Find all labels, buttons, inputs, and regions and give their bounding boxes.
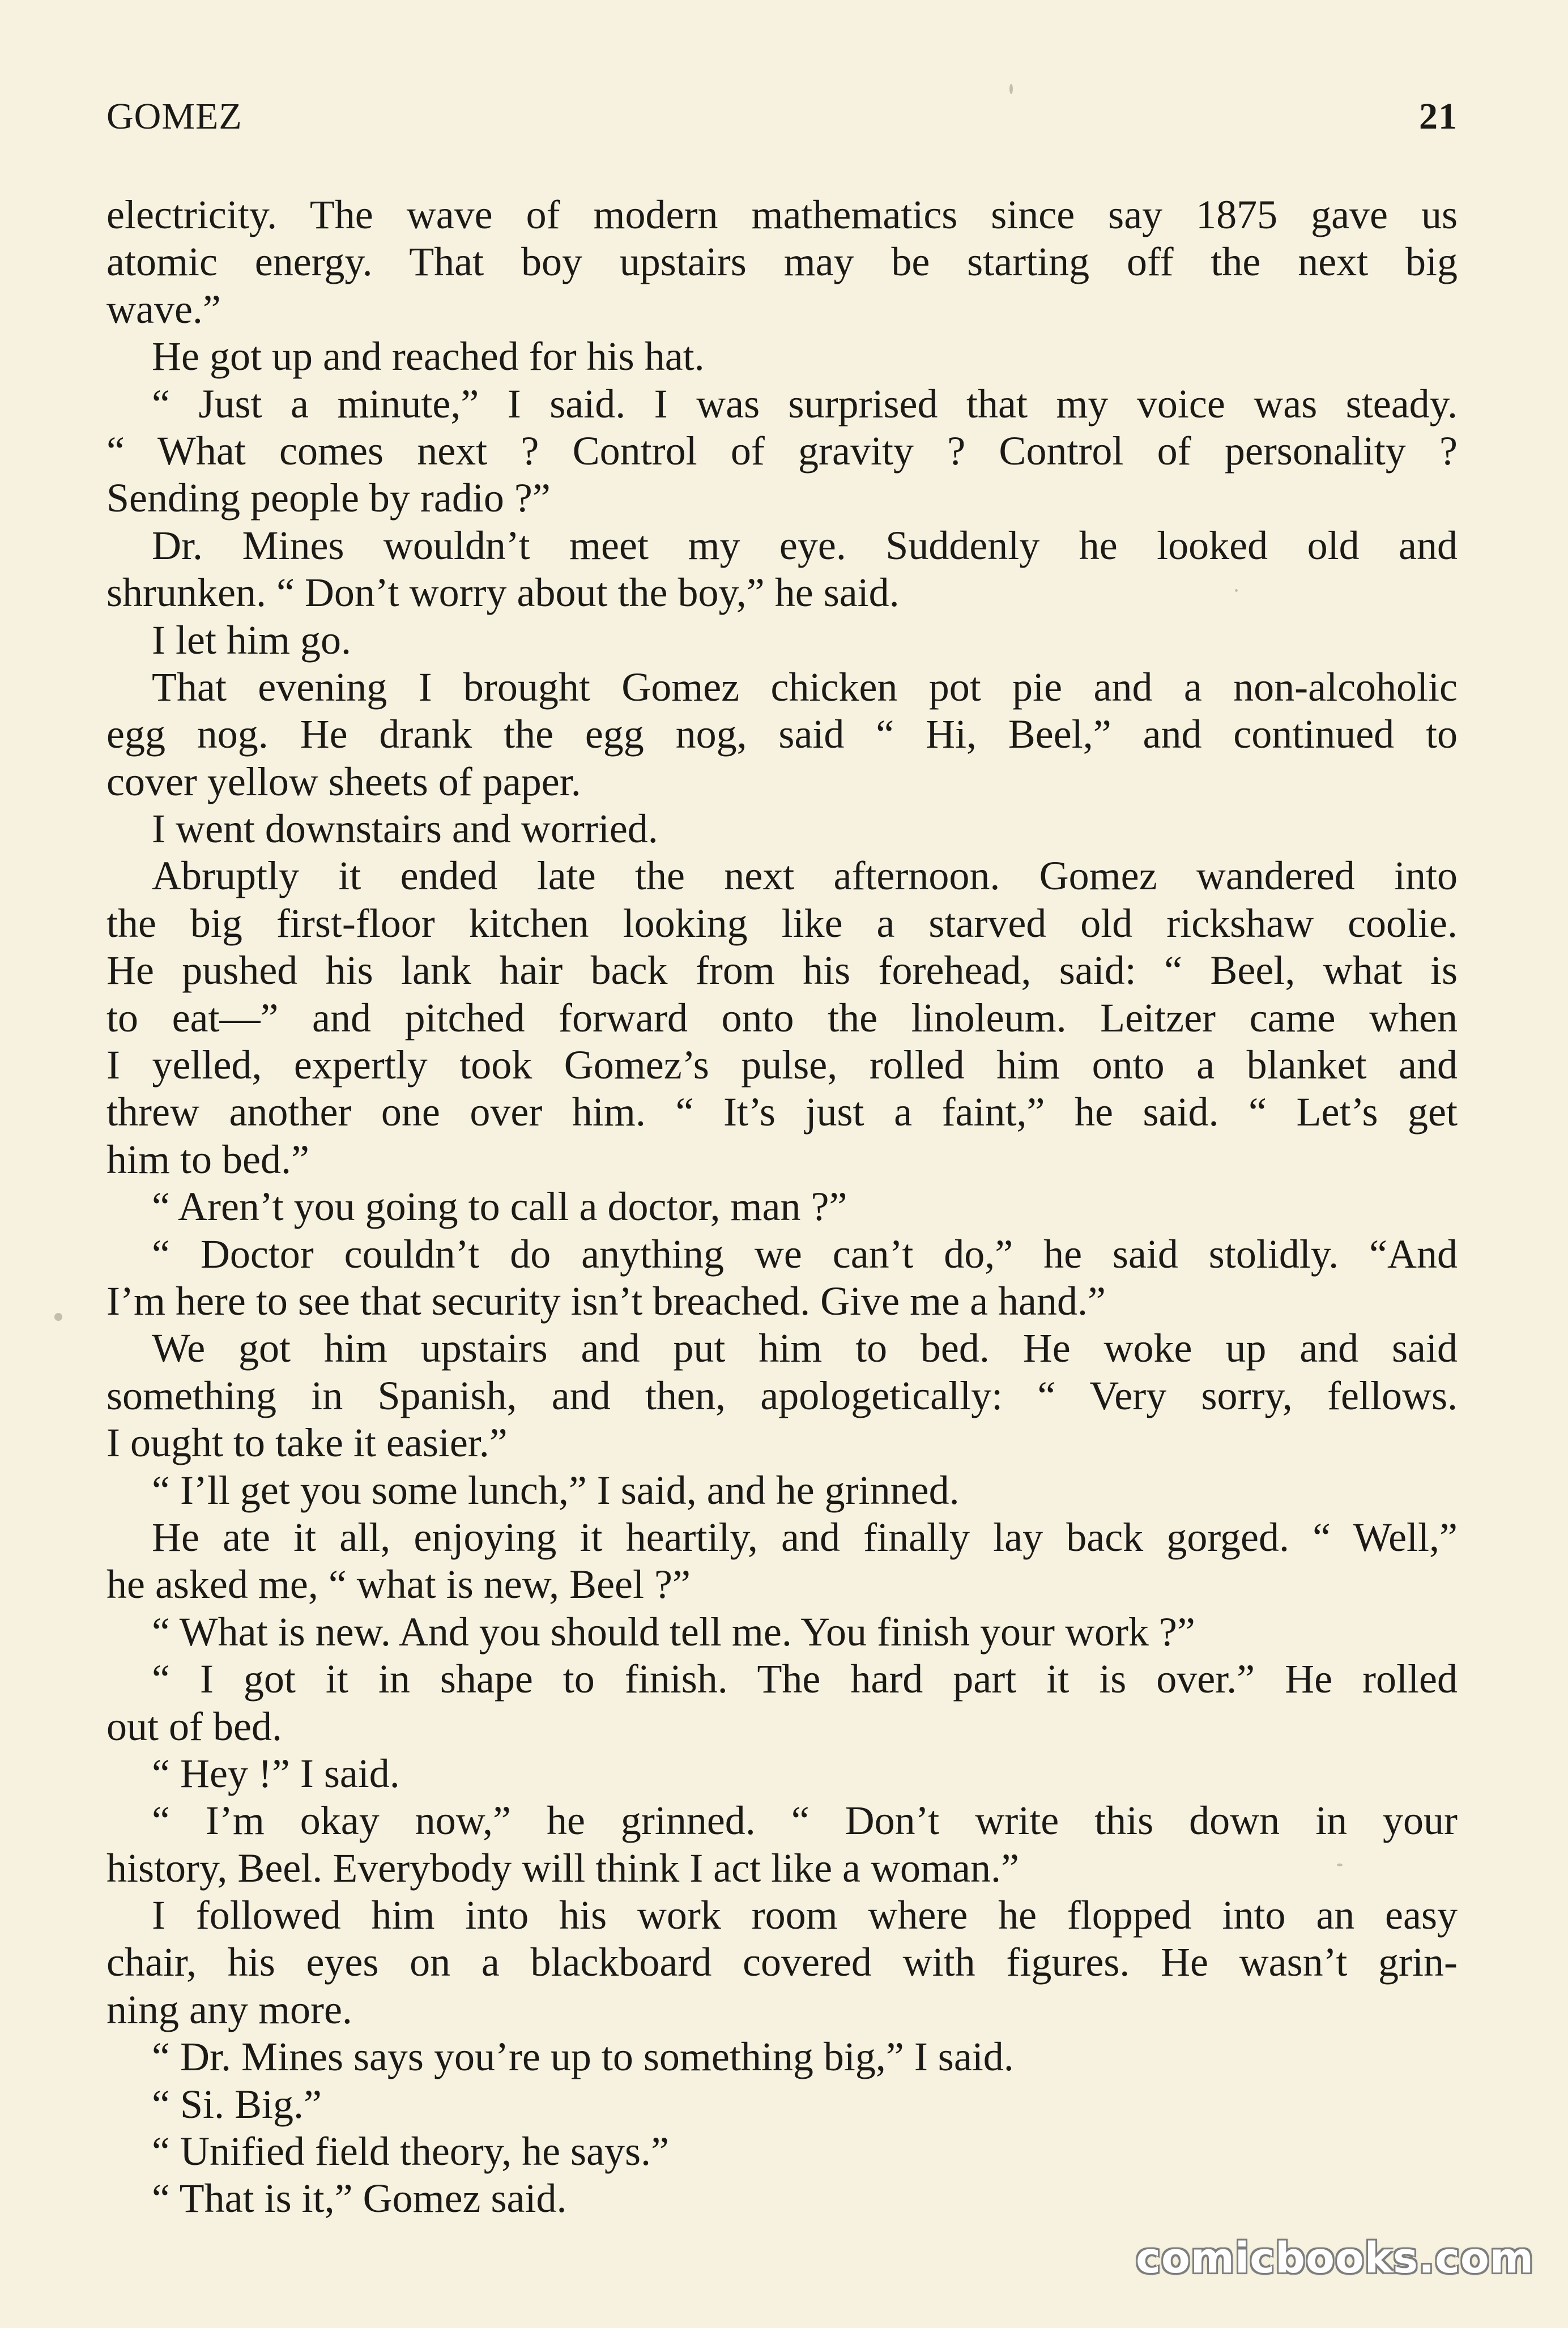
- text-line: history, Beel. Everybody will think I act like a woman.”: [106, 1845, 1019, 1891]
- text-line: He pushed his lank hair back from his forehead, said: “ Beel, what is: [106, 948, 1458, 994]
- text-line: threw another one over him. “ It’s just a faint,” he said. “ Let’s get: [106, 1089, 1458, 1135]
- paper-speck: [1337, 1864, 1343, 1866]
- text-line: he asked me, “ what is new, Beel ?”: [106, 1562, 691, 1608]
- page-number: 21: [1419, 96, 1458, 137]
- text-line: chair, his eyes on a blackboard covered with figures. He wasn’t grin-: [106, 1939, 1458, 1985]
- text-line: He got up and reached for his hat.: [152, 334, 705, 380]
- text-line: “ I’m okay now,” he grinned. “ Don’t write this down in your: [152, 1798, 1458, 1844]
- text-line: I went downstairs and worried.: [152, 806, 658, 852]
- text-line: ning any more.: [106, 1986, 352, 2032]
- text-line: I let him go.: [152, 617, 351, 663]
- text-line: “ Hey !” I said.: [152, 1750, 400, 1796]
- text-line: “ Unified field theory, he says.”: [152, 2129, 670, 2174]
- text-line: “ What is new. And you should tell me. You finish your work ?”: [152, 1609, 1195, 1655]
- text-line: the big first-floor kitchen looking like a starved old rickshaw coolie.: [106, 900, 1458, 946]
- paper-speck: [1235, 589, 1238, 592]
- paper-speck: [1009, 84, 1013, 94]
- text-line: I yelled, expertly took Gomez’s pulse, rolled him onto a blanket and: [106, 1042, 1458, 1088]
- body-text: [106, 191, 1458, 2223]
- text-line: atomic energy. That boy upstairs may be starting off the next big: [106, 239, 1458, 285]
- text-line: Dr. Mines wouldn’t meet my eye. Suddenly he looked old and: [152, 522, 1458, 568]
- text-line: “ Just a minute,” I said. I was surprised that my voice was steady.: [152, 381, 1458, 427]
- text-line: I ought to take it easier.”: [106, 1420, 508, 1466]
- text-line: Abruptly it ended late the next afternoon. Gomez wandered into: [152, 853, 1458, 899]
- text-line: shrunken. “ Don’t worry about the boy,” he said.: [106, 570, 900, 616]
- running-title: GOMEZ: [106, 96, 242, 137]
- text-line: Sending people by radio ?”: [106, 475, 551, 521]
- text-line: “ I’ll get you some lunch,” I said, and he grinned.: [152, 1467, 960, 1513]
- text-line: “ Dr. Mines says you’re up to something big,” I said.: [152, 2034, 1014, 2080]
- paper-speck: [54, 1313, 62, 1321]
- text-line: something in Spanish, and then, apologetically: “ Very sorry, fellows.: [106, 1372, 1458, 1418]
- text-line: him to bed.”: [106, 1136, 309, 1182]
- text-line: “ That is it,” Gomez said.: [152, 2176, 567, 2222]
- text-line: electricity. The wave of modern mathematics since say 1875 gave us: [106, 192, 1458, 237]
- text-line: to eat—” and pitched forward onto the linoleum. Leitzer came when: [106, 995, 1458, 1041]
- text-line: egg nog. He drank the egg nog, said “ Hi, Beel,” and continued to: [106, 711, 1458, 757]
- text-line: We got him upstairs and put him to bed. He woke up and said: [152, 1325, 1458, 1371]
- text-line: He ate it all, enjoying it heartily, and finally lay back gorged. “ Well,”: [152, 1514, 1458, 1560]
- text-line: “ Si. Big.”: [152, 2081, 322, 2127]
- text-line: “ Doctor couldn’t do anything we can’t do,” he said stolidly. “And: [152, 1231, 1458, 1277]
- text-line: cover yellow sheets of paper.: [106, 758, 581, 804]
- text-line: I followed him into his work room where he flopped into an easy: [152, 1892, 1458, 1938]
- text-line: wave.”: [106, 286, 221, 332]
- text-line: That evening I brought Gomez chicken pot pie and a non-alcoholic: [152, 664, 1458, 710]
- text-line: “ I got it in shape to finish. The hard part it is over.” He rolled: [152, 1656, 1458, 1702]
- running-head: [106, 95, 1458, 152]
- text-line: “ Aren’t you going to call a doctor, man ?”: [152, 1184, 847, 1230]
- text-line: I’m here to see that security isn’t breached. Give me a hand.”: [106, 1278, 1106, 1324]
- text-line: out of bed.: [106, 1703, 282, 1749]
- text-line: “ What comes next ? Control of gravity ? Control of personality ?: [106, 428, 1458, 474]
- watermark-logo: comicbooks.com: [1136, 2234, 1534, 2283]
